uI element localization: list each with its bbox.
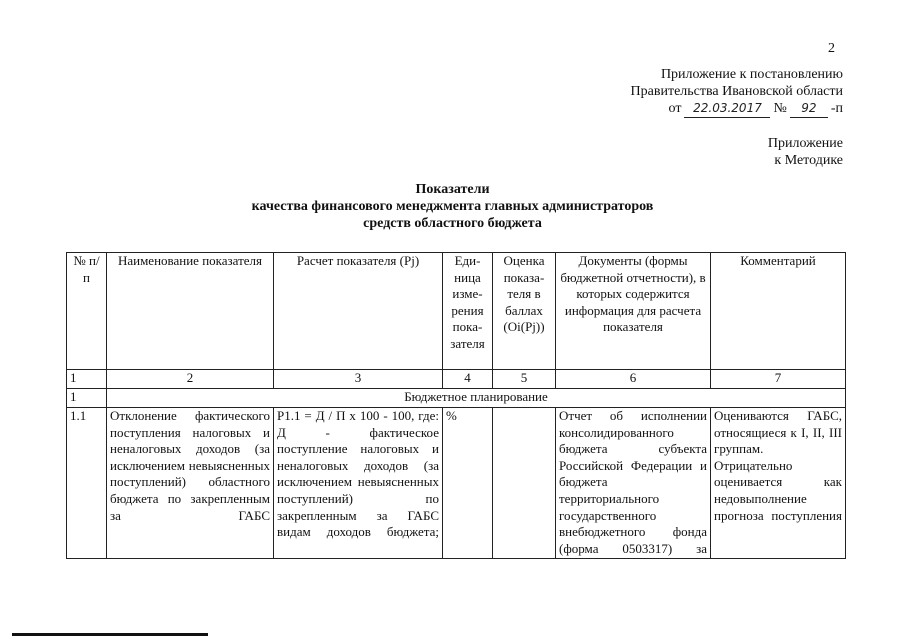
header-cell: Наименование показателя bbox=[107, 253, 274, 370]
column-number: 3 bbox=[274, 370, 443, 389]
column-number: 6 bbox=[556, 370, 711, 389]
scan-edge-line bbox=[12, 633, 208, 636]
indicator-documents: Отчет об исполнении консолидированного бюджета субъекта Российской Федерации и бюджета территориального государственного внебюджетного фонда (форма 0503317) за bbox=[556, 408, 711, 559]
document-title bbox=[0, 181, 905, 232]
indicators-table bbox=[66, 252, 846, 559]
column-number: 7 bbox=[711, 370, 846, 389]
indicator-comment: Оцениваются ГАБС, относящиеся к I, II, III группам. Отрицательно оценивается как недовыполнение прогноза поступления bbox=[711, 408, 846, 559]
column-number: 2 bbox=[107, 370, 274, 389]
appendix-date-number-line bbox=[523, 100, 843, 118]
title-line-1: Показатели bbox=[415, 182, 490, 197]
indicator-name: Отклонение фактического поступления налоговых и неналоговых доходов (за исключением невыясненных поступлений) областного бюджета по закрепленным за ГАБС bbox=[107, 408, 274, 559]
indicator-calculation: P1.1 = Д / П x 100 - 100, где: Д - фактическое поступление налоговых и неналоговых доходов (за исключением невыясненных поступлений) по закрепленным за ГАБС видам доходов бюджета; bbox=[274, 408, 443, 559]
number-label: № bbox=[773, 101, 787, 116]
from-label: от bbox=[668, 101, 682, 116]
number-suffix: -п bbox=[830, 101, 843, 116]
page-number: 2 bbox=[828, 41, 835, 56]
header-cell: № п/п bbox=[67, 253, 107, 370]
appendix-line-2: Правительства Ивановской области bbox=[630, 84, 843, 99]
header-cell: Расчет показателя (Pj) bbox=[274, 253, 443, 370]
column-number-row bbox=[67, 370, 846, 389]
title-line-3: средств областного бюджета bbox=[363, 216, 542, 231]
indicator-score bbox=[493, 408, 556, 559]
appendix-header bbox=[523, 66, 843, 118]
header-cell: Оценка показа-теля в баллах (Oi(Pj)) bbox=[493, 253, 556, 370]
column-number: 5 bbox=[493, 370, 556, 389]
handwritten-number: 92 bbox=[790, 100, 828, 118]
header-cell: Документы (формы бюджетной отчетности), в которых содержится информация для расчета показателя bbox=[556, 253, 711, 370]
table-row bbox=[67, 408, 846, 559]
header-cell: Еди-ница изме-рения пока-зателя bbox=[443, 253, 493, 370]
column-number: 4 bbox=[443, 370, 493, 389]
column-number: 1 bbox=[67, 370, 107, 389]
row-number: 1.1 bbox=[67, 408, 107, 559]
handwritten-date: 22.03.2017 bbox=[684, 100, 770, 118]
methodology-appendix-note bbox=[643, 135, 843, 169]
indicator-unit: % bbox=[443, 408, 493, 559]
table-header-row bbox=[67, 253, 846, 370]
title-line-2: качества финансового менеджмента главных администраторов bbox=[251, 199, 654, 214]
appendix-line-1: Приложение к постановлению bbox=[660, 67, 843, 82]
appendix-line-5: к Методике bbox=[774, 153, 843, 168]
section-row bbox=[67, 389, 846, 408]
section-title: Бюджетное планирование bbox=[107, 389, 846, 408]
appendix-line-4: Приложение bbox=[767, 136, 843, 151]
section-number: 1 bbox=[67, 389, 107, 408]
header-cell: Комментарий bbox=[711, 253, 846, 370]
